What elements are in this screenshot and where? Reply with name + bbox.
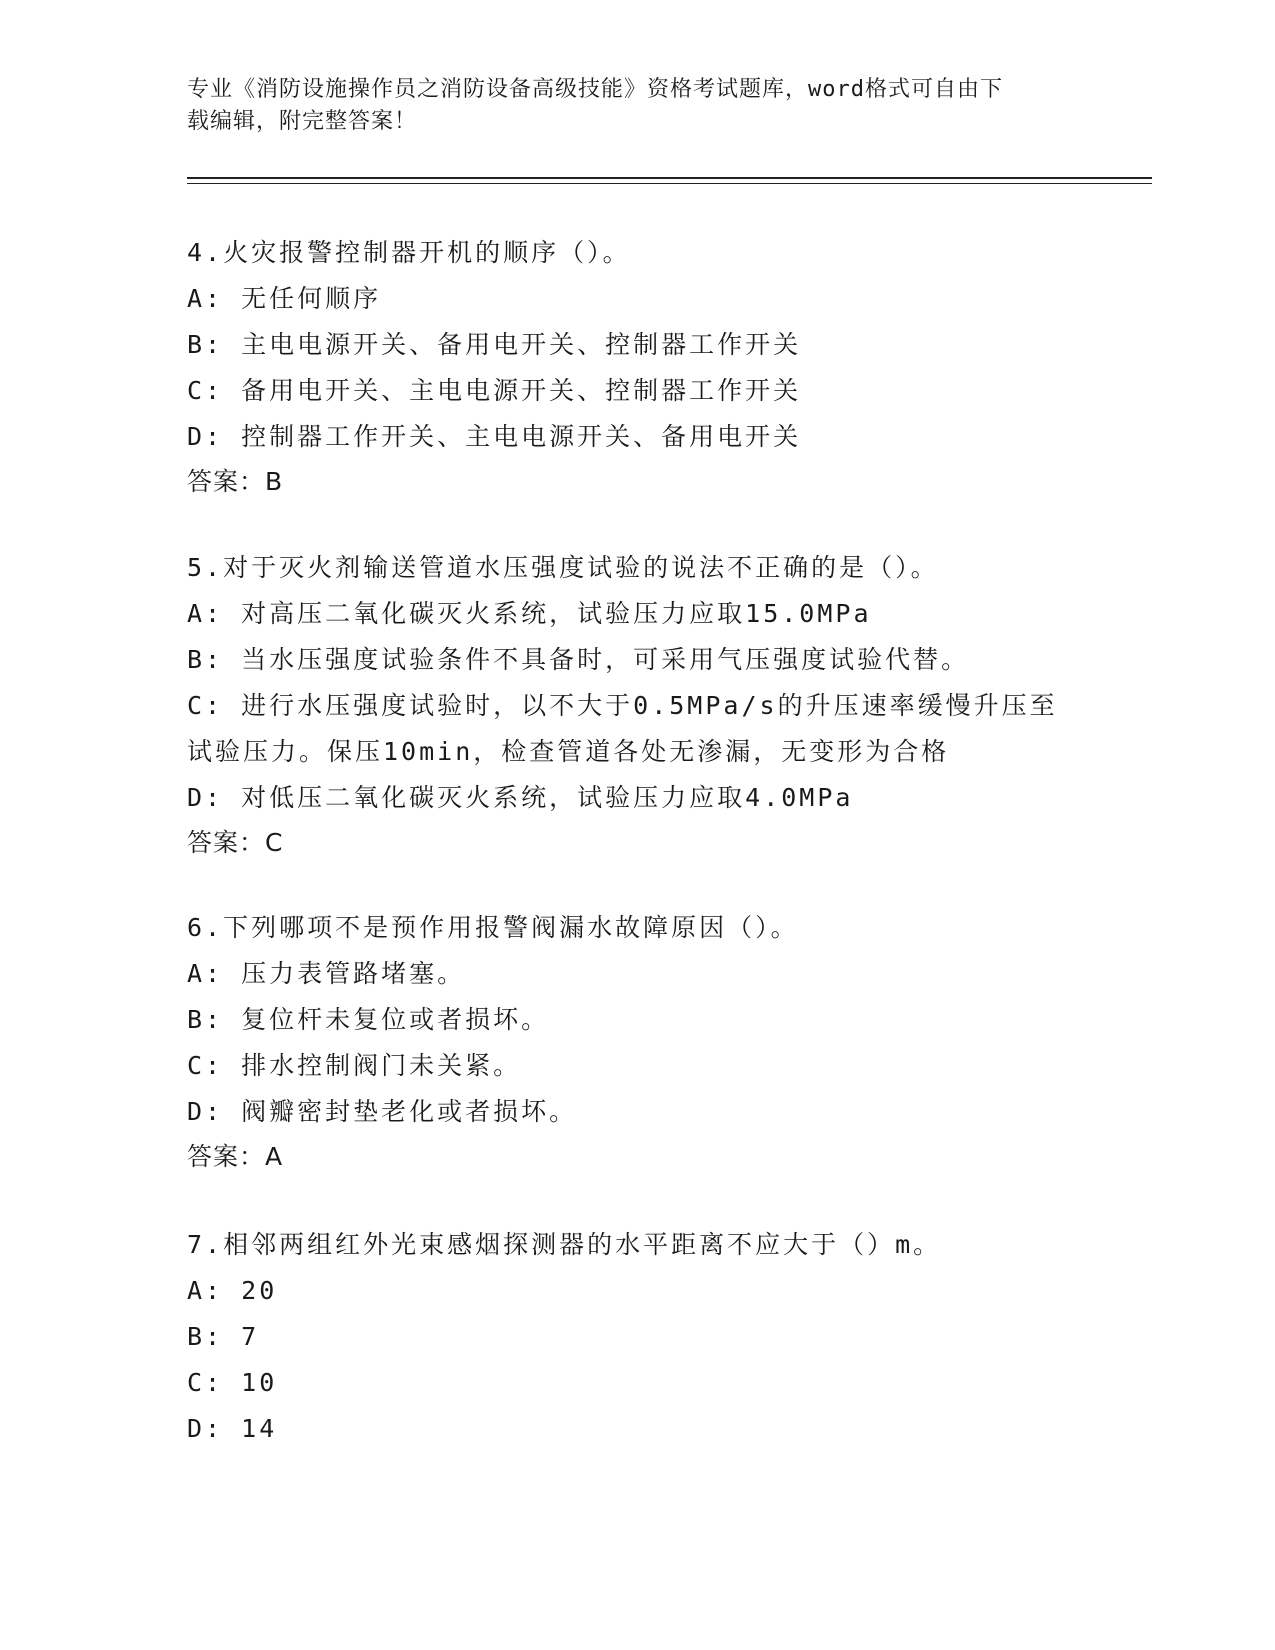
answer: 答案：B <box>187 467 284 496</box>
answer: 答案：A <box>187 1142 284 1171</box>
question-6 <box>187 905 1087 1179</box>
option-d: D: 对低压二氧化碳灭火系统，试验压力应取4.0MPa <box>187 783 854 812</box>
option-b: B: 7 <box>187 1322 260 1351</box>
question-5 <box>187 545 1087 865</box>
option-b: B: 当水压强度试验条件不具备时，可采用气压强度试验代替。 <box>187 645 970 674</box>
question-4 <box>187 230 1087 504</box>
question-7 <box>187 1222 1087 1452</box>
document-header <box>187 74 1067 138</box>
answer: 答案：C <box>187 828 284 857</box>
option-b: B: 复位杆未复位或者损坏。 <box>187 1005 550 1034</box>
option-c: C: 备用电开关、主电电源开关、控制器工作开关 <box>187 376 802 405</box>
question-stem: 6.下列哪项不是预作用报警阀漏水故障原因（）。 <box>187 913 799 942</box>
question-stem: 5.对于灭火剂输送管道水压强度试验的说法不正确的是（）。 <box>187 553 939 582</box>
option-d: D: 阀瓣密封垫老化或者损坏。 <box>187 1097 578 1126</box>
option-d: D: 控制器工作开关、主电电源开关、备用电开关 <box>187 422 802 451</box>
header-line-2: 载编辑，附完整答案！ <box>187 109 418 134</box>
header-rule-thick <box>187 177 1152 179</box>
header-rule-thin <box>187 183 1152 184</box>
question-stem: 4.火灾报警控制器开机的顺序（）。 <box>187 238 631 267</box>
option-a: A: 无任何顺序 <box>187 284 382 313</box>
option-c: C: 10 <box>187 1368 278 1397</box>
option-c: C: 进行水压强度试验时，以不大于0.5MPa/s的升压速率缓慢升压至试验压力。保压10min，检查管道各处无渗漏，无变形为合格 <box>187 691 1058 766</box>
option-b: B: 主电电源开关、备用电开关、控制器工作开关 <box>187 330 802 359</box>
option-a: A: 20 <box>187 1276 278 1305</box>
option-d: D: 14 <box>187 1414 278 1443</box>
header-line-1: 专业《消防设施操作员之消防设备高级技能》资格考试题库，word格式可自由下 <box>187 77 1003 102</box>
option-c: C: 排水控制阀门未关紧。 <box>187 1051 522 1080</box>
option-a: A: 压力表管路堵塞。 <box>187 959 466 988</box>
option-a: A: 对高压二氧化碳灭火系统，试验压力应取15.0MPa <box>187 599 872 628</box>
question-stem: 7.相邻两组红外光束感烟探测器的水平距离不应大于（）m。 <box>187 1230 942 1259</box>
